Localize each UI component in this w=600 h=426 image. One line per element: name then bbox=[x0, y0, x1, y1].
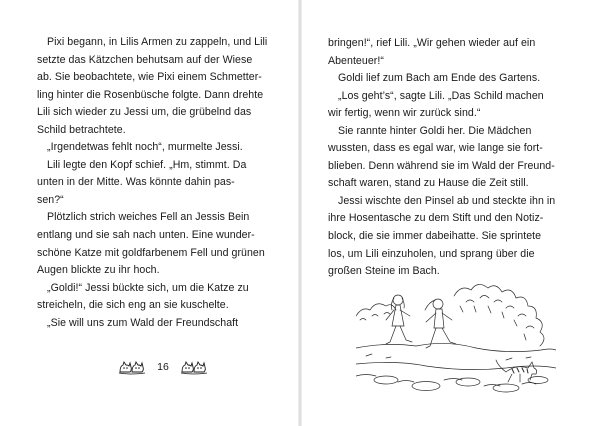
text-line: „Goldi!“ Jessi bückte sich, um die Katze zu bbox=[47, 281, 249, 294]
text-line: Lili sich wieder zu Jessi um, die grübelnd das bbox=[37, 106, 252, 119]
text-line: „Sie will uns zum Wald der Freundschaft bbox=[47, 316, 239, 329]
text-line: los, um Lili einzuholen, und sprang über die bbox=[328, 247, 535, 260]
text-line: ihre Hosentasche zu dem Stift und den Notiz- bbox=[328, 212, 544, 225]
page-number: 16 bbox=[157, 361, 169, 373]
text-line: ab. Sie beobachtete, wie Pixi einem Schmetter- bbox=[37, 71, 262, 84]
text-line: Pixi begann, in Lilis Armen zu zappeln, und Lili bbox=[47, 36, 268, 48]
girls-running-with-cat-illustration bbox=[356, 276, 556, 398]
text-line: unten in der Mitte. Was könnte dahin pas- bbox=[37, 176, 235, 189]
right-page bbox=[302, 0, 600, 426]
cat-faces-ornament-icon bbox=[118, 358, 146, 376]
cat-faces-ornament-icon bbox=[180, 358, 208, 376]
text-line: Jessi wischte den Pinsel ab und steckte ihn in bbox=[338, 194, 556, 207]
left-page-body bbox=[37, 34, 268, 332]
text-line: schöne Katze mit goldfarbenem Fell und grünen bbox=[37, 246, 265, 259]
text-line: wir fertig, wenn wir zurück sind.“ bbox=[328, 107, 481, 120]
text-line: Augen blickte zu ihr hoch. bbox=[37, 264, 160, 277]
left-page bbox=[0, 0, 298, 426]
text-line: Lili legte den Kopf schief. „Hm, stimmt. Da bbox=[47, 158, 247, 171]
text-line: Abenteuer!“ bbox=[328, 54, 384, 67]
text-line: wussten, dass es egal war, wie lange sie fort- bbox=[328, 142, 543, 155]
text-line: schaft waren, stand zu Hause die Zeit still. bbox=[328, 177, 529, 190]
text-line: Sie rannte hinter Goldi her. Die Mädchen bbox=[338, 124, 532, 137]
text-line: „Irgendetwas fehlt noch“, murmelte Jessi. bbox=[47, 141, 243, 154]
text-line: Schild betrachtete. bbox=[37, 123, 126, 136]
text-line: setzte das Kätzchen behutsam auf der Wiese bbox=[37, 53, 253, 66]
text-line: sen?“ bbox=[37, 193, 64, 206]
text-line: bringen!“, rief Lili. „Wir gehen wieder auf ein bbox=[328, 37, 536, 49]
text-line: block, die sie immer dabeihatte. Sie sprintete bbox=[328, 230, 542, 243]
right-page-body bbox=[328, 35, 568, 281]
text-line: entlang und sie sah nach unten. Eine wunder- bbox=[37, 229, 255, 242]
text-line: großen Steine im Bach. bbox=[328, 265, 440, 278]
text-line: streicheln, die sich eng an sie kuschelte. bbox=[37, 299, 229, 312]
text-line: ling hinter die Rosenbüsche folgte. Dann drehte bbox=[37, 88, 264, 101]
text-line: „Los geht’s“, sagte Lili. „Das Schild machen bbox=[338, 89, 544, 102]
page-folio bbox=[118, 356, 208, 378]
text-line: Plötzlich strich weiches Fell an Jessis Bein bbox=[47, 211, 250, 224]
text-line: Goldi lief zum Bach am Ende des Gartens. bbox=[338, 72, 541, 85]
text-line: blieben. Denn während sie im Wald der Freund- bbox=[328, 159, 555, 172]
